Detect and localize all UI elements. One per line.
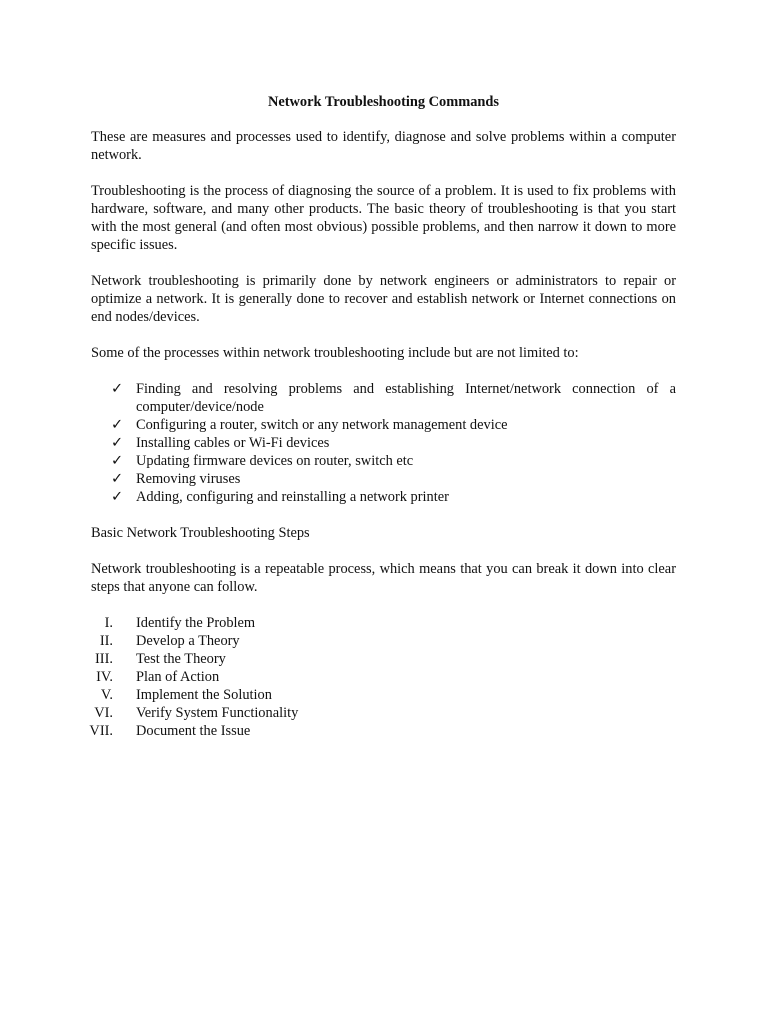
- intro-paragraph: These are measures and processes used to identify, diagnose and solve problems within a computer network.: [91, 129, 676, 163]
- checklist-item-text: Removing viruses: [136, 471, 241, 487]
- checklist-item-text: Updating firmware devices on router, switch etc: [136, 453, 414, 469]
- step-numeral: V.: [100, 687, 113, 703]
- step-numeral: IV.: [96, 669, 113, 685]
- step-text: Document the Issue: [136, 723, 251, 739]
- checklist-item: [91, 434, 676, 452]
- checklist-item-text: Configuring a router, switch or any network management device: [136, 417, 508, 433]
- step-numeral: I.: [104, 615, 113, 631]
- step-text: Test the Theory: [136, 651, 226, 667]
- steps-list: [91, 614, 676, 740]
- checkmark-icon: ✓: [111, 489, 124, 505]
- step-text: Plan of Action: [136, 669, 220, 685]
- step-numeral: III.: [95, 651, 113, 667]
- step-numeral: VI.: [94, 705, 113, 721]
- processes-intro-paragraph: Some of the processes within network troubleshooting include but are not limited to:: [91, 345, 579, 361]
- checklist-item: [91, 380, 676, 416]
- step-item: [91, 668, 676, 686]
- checklist-item: [91, 416, 676, 434]
- step-numeral: VII.: [89, 723, 113, 739]
- checkmark-icon: ✓: [111, 435, 124, 451]
- step-numeral: II.: [99, 633, 113, 649]
- checklist-item: [91, 488, 676, 506]
- steps-intro-paragraph: Network troubleshooting is a repeatable process, which means that you can break it down into clear steps that anyone can follow.: [91, 561, 676, 595]
- document-title: Network Troubleshooting Commands: [267, 94, 500, 110]
- step-item: [91, 686, 676, 704]
- checklist-item-text: Installing cables or Wi-Fi devices: [136, 435, 330, 451]
- step-item: [91, 722, 676, 740]
- network-troubleshooting-paragraph: Network troubleshooting is primarily done by network engineers or administrators to repair or optimize a network. It is generally done to recover and establish network or Internet connections on end nodes/devices.: [91, 273, 676, 325]
- step-text: Verify System Functionality: [136, 705, 299, 721]
- step-item: [91, 632, 676, 650]
- step-item: [91, 614, 676, 632]
- checkmark-icon: ✓: [111, 471, 124, 487]
- steps-heading: Basic Network Troubleshooting Steps: [91, 525, 310, 541]
- processes-checklist: [91, 380, 676, 506]
- step-text: Identify the Problem: [136, 615, 256, 631]
- checkmark-icon: ✓: [111, 381, 124, 397]
- checklist-item-text: Adding, configuring and reinstalling a network printer: [136, 489, 449, 505]
- step-item: [91, 704, 676, 722]
- step-text: Implement the Solution: [136, 687, 272, 703]
- checkmark-icon: ✓: [111, 453, 124, 469]
- checkmark-icon: ✓: [111, 417, 124, 433]
- checklist-item: [91, 452, 676, 470]
- checklist-item: [91, 470, 676, 488]
- checklist-item-text: Finding and resolving problems and establishing Internet/network connection of a computer/device/node: [136, 381, 676, 415]
- step-text: Develop a Theory: [136, 633, 240, 649]
- step-item: [91, 650, 676, 668]
- troubleshooting-definition-paragraph: Troubleshooting is the process of diagnosing the source of a problem. It is used to fix problems with hardware, software, and many other products. The basic theory of troubleshooting is that you start with the most general (and often most obvious) possible problems, and then narrow it down to more specific issues.: [91, 183, 676, 253]
